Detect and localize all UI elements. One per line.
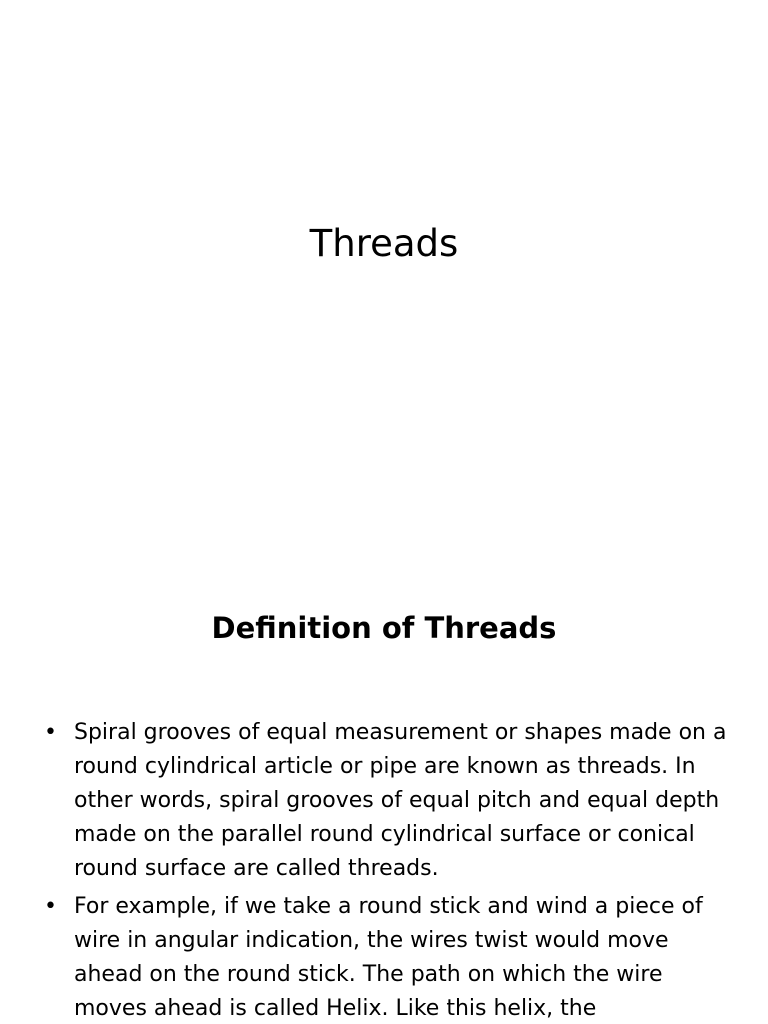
section-heading: Definition of Threads — [211, 611, 557, 645]
bullet-icon: • — [44, 720, 57, 745]
bullet-item — [40, 716, 730, 886]
bullet-icon: • — [44, 894, 57, 919]
bullet-text: Spiral grooves of equal measurement or shapes made on a round cylindrical article or pipe are known as threads. In other words, spiral grooves of equal pitch and equal depth made on the parallel round cylindrical surface or conical round surface are called threads. — [74, 720, 727, 881]
slide-definition — [0, 576, 768, 1024]
bullet-text: For example, if we take a round stick and wind a piece of wire in angular indication, the wires twist would move ahead on the round stick. The path on which the wire moves ahead is called Helix. Like this helix, the — [74, 894, 703, 1021]
page-title: Threads — [309, 222, 459, 265]
bullet-list — [40, 716, 730, 1024]
bullet-item — [40, 890, 730, 1024]
